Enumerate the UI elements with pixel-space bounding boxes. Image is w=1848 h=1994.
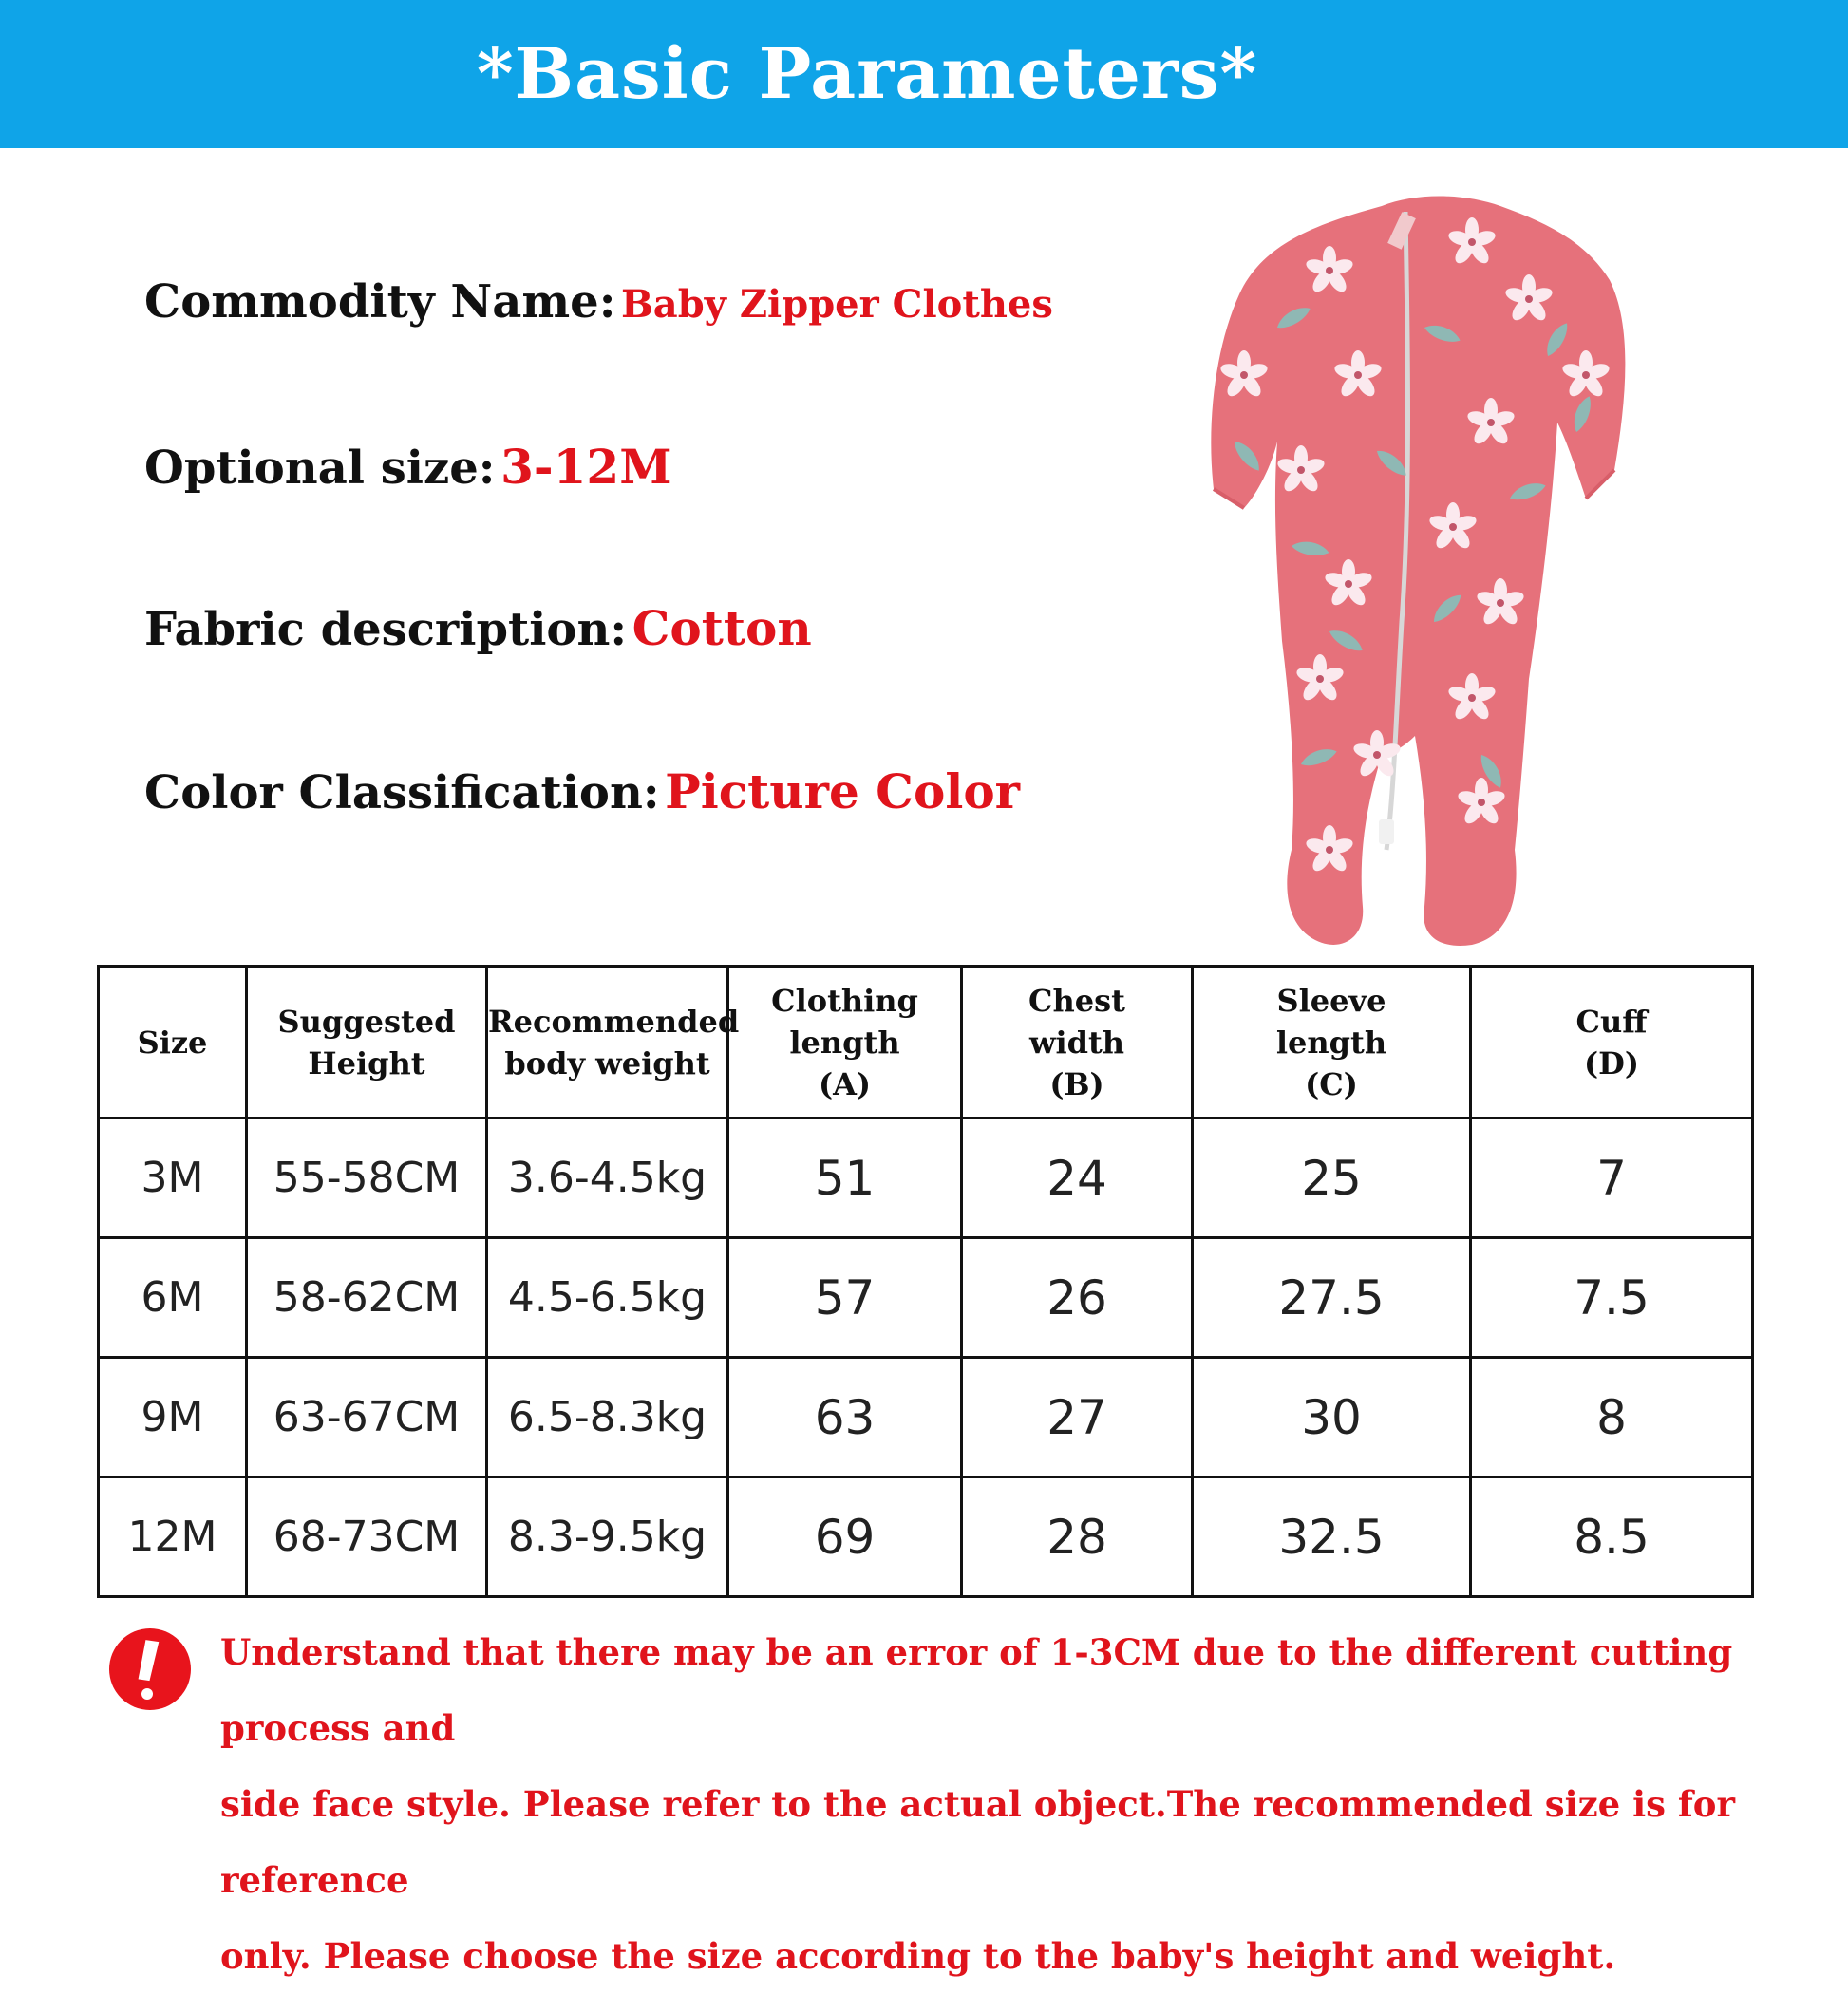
cell-sleeve-length: 27.5 (1193, 1238, 1471, 1358)
cell-chest-width: 24 (962, 1119, 1193, 1238)
table-row (99, 1119, 1753, 1238)
table-row (99, 1238, 1753, 1358)
cell-weight: 8.3-9.5kg (487, 1477, 728, 1597)
cell-clothing-length: 63 (728, 1358, 962, 1477)
cell-cuff: 7.5 (1471, 1238, 1753, 1358)
size-chart-table (97, 965, 1754, 1598)
commodity-name-value: Baby Zipper Clothes (620, 282, 1053, 327)
optional-size-value: 3-12M (500, 439, 672, 495)
table-row (99, 1358, 1753, 1477)
cell-sleeve-length: 25 (1193, 1119, 1471, 1238)
cell-height: 55-58CM (247, 1119, 487, 1238)
cell-chest-width: 26 (962, 1238, 1193, 1358)
header-banner (0, 0, 1848, 148)
disclaimer-line: only. Please choose the size according to the baby's height and weight. (220, 1935, 1616, 1977)
disclaimer-line: side face style. Please refer to the actual object.The recommended size is for reference (220, 1783, 1735, 1901)
header-size: Size (99, 967, 247, 1119)
cell-weight: 6.5-8.3kg (487, 1358, 728, 1477)
size-disclaimer (220, 1614, 1759, 1994)
cell-weight: 3.6-4.5kg (487, 1119, 728, 1238)
cell-sleeve-length: 30 (1193, 1358, 1471, 1477)
cell-cuff: 8 (1471, 1358, 1753, 1477)
cell-height: 68-73CM (247, 1477, 487, 1597)
color-classification-label: Color Classification: (144, 766, 660, 819)
cell-clothing-length: 57 (728, 1238, 962, 1358)
optional-size-label: Optional size: (144, 442, 496, 495)
cell-height: 63-67CM (247, 1358, 487, 1477)
header-chest-width: Chest width (B) (962, 967, 1193, 1119)
fabric-value: Cotton (632, 600, 812, 656)
cell-size: 12M (99, 1477, 247, 1597)
header-sleeve-length: Sleeve length (C) (1193, 967, 1471, 1119)
color-classification-row (144, 763, 1020, 819)
cell-cuff: 7 (1471, 1119, 1753, 1238)
commodity-name-row (144, 275, 1053, 329)
exclamation-icon (106, 1626, 194, 1713)
fabric-row (144, 600, 812, 656)
cell-size: 9M (99, 1358, 247, 1477)
color-classification-value: Picture Color (665, 763, 1021, 819)
cell-weight: 4.5-6.5kg (487, 1238, 728, 1358)
product-image (1187, 185, 1719, 954)
table-row (99, 1477, 1753, 1597)
header-recommended-weight: Recommended body weight (487, 967, 728, 1119)
fabric-label: Fabric description: (144, 603, 628, 656)
header-clothing-length: Clothing length (A) (728, 967, 962, 1119)
cell-clothing-length: 69 (728, 1477, 962, 1597)
cell-cuff: 8.5 (1471, 1477, 1753, 1597)
page-title: *Basic Parameters* (476, 33, 1258, 115)
optional-size-row (144, 439, 672, 495)
disclaimer-line: Understand that there may be an error of 1-3CM due to the different cutting process and (220, 1631, 1733, 1749)
cell-size: 3M (99, 1119, 247, 1238)
cell-height: 58-62CM (247, 1238, 487, 1358)
table-header-row (99, 967, 1753, 1119)
cell-size: 6M (99, 1238, 247, 1358)
cell-chest-width: 28 (962, 1477, 1193, 1597)
cell-clothing-length: 51 (728, 1119, 962, 1238)
cell-sleeve-length: 32.5 (1193, 1477, 1471, 1597)
header-suggested-height: Suggested Height (247, 967, 487, 1119)
commodity-name-label: Commodity Name: (144, 275, 616, 329)
cell-chest-width: 27 (962, 1358, 1193, 1477)
header-cuff: Cuff (D) (1471, 967, 1753, 1119)
